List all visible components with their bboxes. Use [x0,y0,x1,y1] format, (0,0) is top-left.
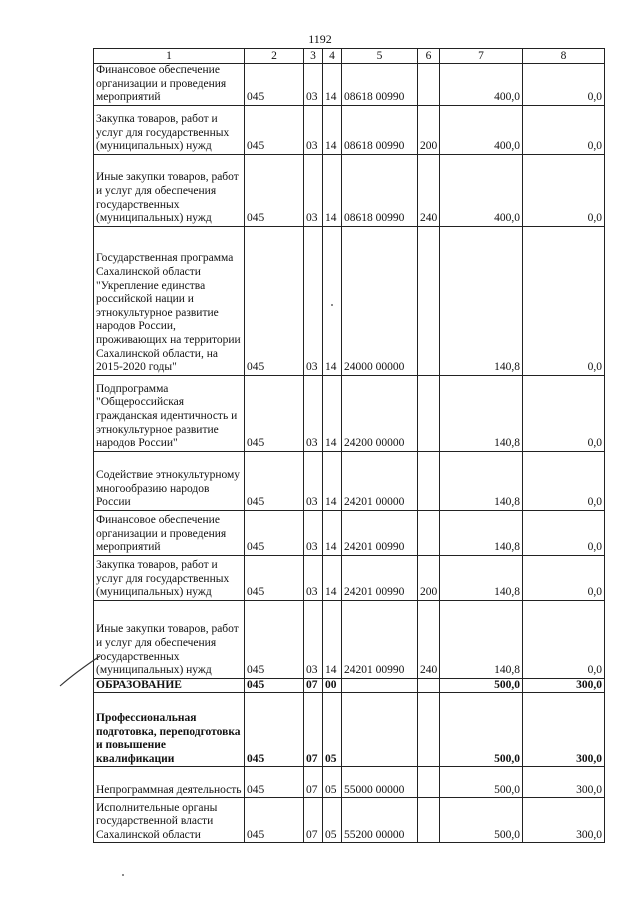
table-row [94,600,605,678]
row-target-article: 24201 00990 [342,600,418,678]
row-admin-code: 045 [245,798,304,843]
row-expense-type [418,693,440,767]
row-amount-2020: 0,0 [523,64,605,106]
row-amount-2020: 300,0 [523,678,605,693]
row-amount-2020: 0,0 [523,451,605,510]
row-expense-type: 200 [418,555,440,600]
row-subsection: 05 [323,767,342,798]
row-name: Профессиональная подготовка, переподготовка и повышение квалификации [94,693,245,767]
row-expense-type [418,678,440,693]
row-name: Государственная программа Сахалинской области "Укрепление единства российской нации и этнокультурное развитие народов России, проживающих на территории Сахалинской области, на 2015-2020 годы" [94,226,245,375]
row-amount-2020: 0,0 [523,510,605,555]
row-admin-code: 045 [245,105,304,154]
row-target-article: 55200 00000 [342,798,418,843]
row-subsection: 14 [323,510,342,555]
row-section: 07 [304,693,323,767]
row-expense-type [418,64,440,106]
row-amount-2019: 140,8 [440,451,523,510]
row-admin-code: 045 [245,693,304,767]
row-section: 03 [304,555,323,600]
column-header: 4 [323,49,342,64]
row-target-article [342,693,418,767]
column-header: 1 [94,49,245,64]
table-row [94,798,605,843]
row-expense-type [418,375,440,451]
row-expense-type [418,451,440,510]
scan-speck [122,874,124,876]
row-section: 03 [304,510,323,555]
row-target-article: 24201 00000 [342,451,418,510]
table-row [94,105,605,154]
row-amount-2020: 300,0 [523,798,605,843]
row-expense-type: 240 [418,154,440,226]
handwritten-margin-mark [58,652,102,688]
row-section: 07 [304,798,323,843]
column-header: 7 [440,49,523,64]
row-name: ОБРАЗОВАНИЕ [94,678,245,693]
table-row [94,375,605,451]
page-number: 1192 [308,32,332,46]
row-subsection: 14 [323,600,342,678]
row-amount-2019: 500,0 [440,798,523,843]
row-name: Содействие этнокультурному многообразию народов России [94,451,245,510]
column-header: 6 [418,49,440,64]
row-admin-code: 045 [245,64,304,106]
row-amount-2019: 140,8 [440,555,523,600]
row-name: Иные закупки товаров, работ и услуг для обеспечения государственных (муниципальных) нужд [94,600,245,678]
row-target-article: 08618 00990 [342,64,418,106]
row-expense-type: 200 [418,105,440,154]
row-admin-code: 045 [245,226,304,375]
budget-table [93,48,605,843]
row-section: 03 [304,600,323,678]
row-subsection: 14 [323,375,342,451]
table-row [94,767,605,798]
row-target-article: 24201 00990 [342,555,418,600]
row-amount-2019: 500,0 [440,678,523,693]
row-amount-2020: 300,0 [523,767,605,798]
table-row [94,451,605,510]
table-row [94,226,605,375]
row-amount-2019: 140,8 [440,510,523,555]
row-admin-code: 045 [245,555,304,600]
row-subsection: 14 [323,226,342,375]
row-target-article [342,678,418,693]
row-amount-2020: 0,0 [523,600,605,678]
row-name: Иные закупки товаров, работ и услуг для обеспечения государственных (муниципальных) нужд [94,154,245,226]
row-subsection: 14 [323,64,342,106]
row-name: Непрограммная деятельность [94,767,245,798]
row-amount-2020: 0,0 [523,226,605,375]
header-row [94,49,605,64]
table-row [94,154,605,226]
row-name: Финансовое обеспечение организации и проведения мероприятий [94,510,245,555]
row-target-article: 08618 00990 [342,105,418,154]
row-amount-2019: 400,0 [440,105,523,154]
row-amount-2019: 140,8 [440,375,523,451]
row-amount-2019: 500,0 [440,693,523,767]
table-row [94,510,605,555]
row-admin-code: 045 [245,510,304,555]
row-subsection: 14 [323,154,342,226]
row-name: Финансовое обеспечение организации и проведения мероприятий [94,64,245,106]
row-section: 07 [304,767,323,798]
row-subsection: 14 [323,105,342,154]
column-header: 5 [342,49,418,64]
row-target-article: 24200 00000 [342,375,418,451]
row-target-article: 08618 00990 [342,154,418,226]
row-name: Исполнительные органы государственной власти Сахалинской области [94,798,245,843]
row-section: 03 [304,226,323,375]
row-section: 03 [304,154,323,226]
row-amount-2019: 400,0 [440,154,523,226]
column-header: 2 [245,49,304,64]
row-name: Подпрограмма "Общероссийская гражданская идентичность и этнокультурное развитие народов России" [94,375,245,451]
row-expense-type: 240 [418,600,440,678]
row-admin-code: 045 [245,154,304,226]
row-expense-type [418,798,440,843]
row-target-article: 55000 00000 [342,767,418,798]
row-amount-2020: 0,0 [523,375,605,451]
row-amount-2019: 400,0 [440,64,523,106]
row-section: 07 [304,678,323,693]
row-amount-2019: 140,8 [440,226,523,375]
row-subsection: 00 [323,678,342,693]
row-admin-code: 045 [245,678,304,693]
row-amount-2019: 140,8 [440,600,523,678]
row-name: Закупка товаров, работ и услуг для государственных (муниципальных) нужд [94,555,245,600]
row-target-article: 24000 00000 [342,226,418,375]
scan-speck [331,304,333,306]
row-amount-2020: 0,0 [523,105,605,154]
row-subsection: 05 [323,693,342,767]
row-section: 03 [304,451,323,510]
row-section: 03 [304,105,323,154]
row-amount-2020: 0,0 [523,555,605,600]
row-expense-type [418,767,440,798]
row-section: 03 [304,64,323,106]
row-section: 03 [304,375,323,451]
row-admin-code: 045 [245,451,304,510]
row-subsection: 14 [323,555,342,600]
table-body [94,64,605,843]
table-row [94,693,605,767]
row-admin-code: 045 [245,375,304,451]
row-subsection: 05 [323,798,342,843]
table-row [94,678,605,693]
row-name: Закупка товаров, работ и услуг для государственных (муниципальных) нужд [94,105,245,154]
row-admin-code: 045 [245,767,304,798]
column-header: 3 [304,49,323,64]
table-row [94,64,605,106]
row-amount-2019: 500,0 [440,767,523,798]
row-expense-type [418,510,440,555]
column-header: 8 [523,49,605,64]
row-subsection: 14 [323,451,342,510]
table-row [94,555,605,600]
row-target-article: 24201 00990 [342,510,418,555]
row-amount-2020: 0,0 [523,154,605,226]
row-amount-2020: 300,0 [523,693,605,767]
row-admin-code: 045 [245,600,304,678]
row-expense-type [418,226,440,375]
